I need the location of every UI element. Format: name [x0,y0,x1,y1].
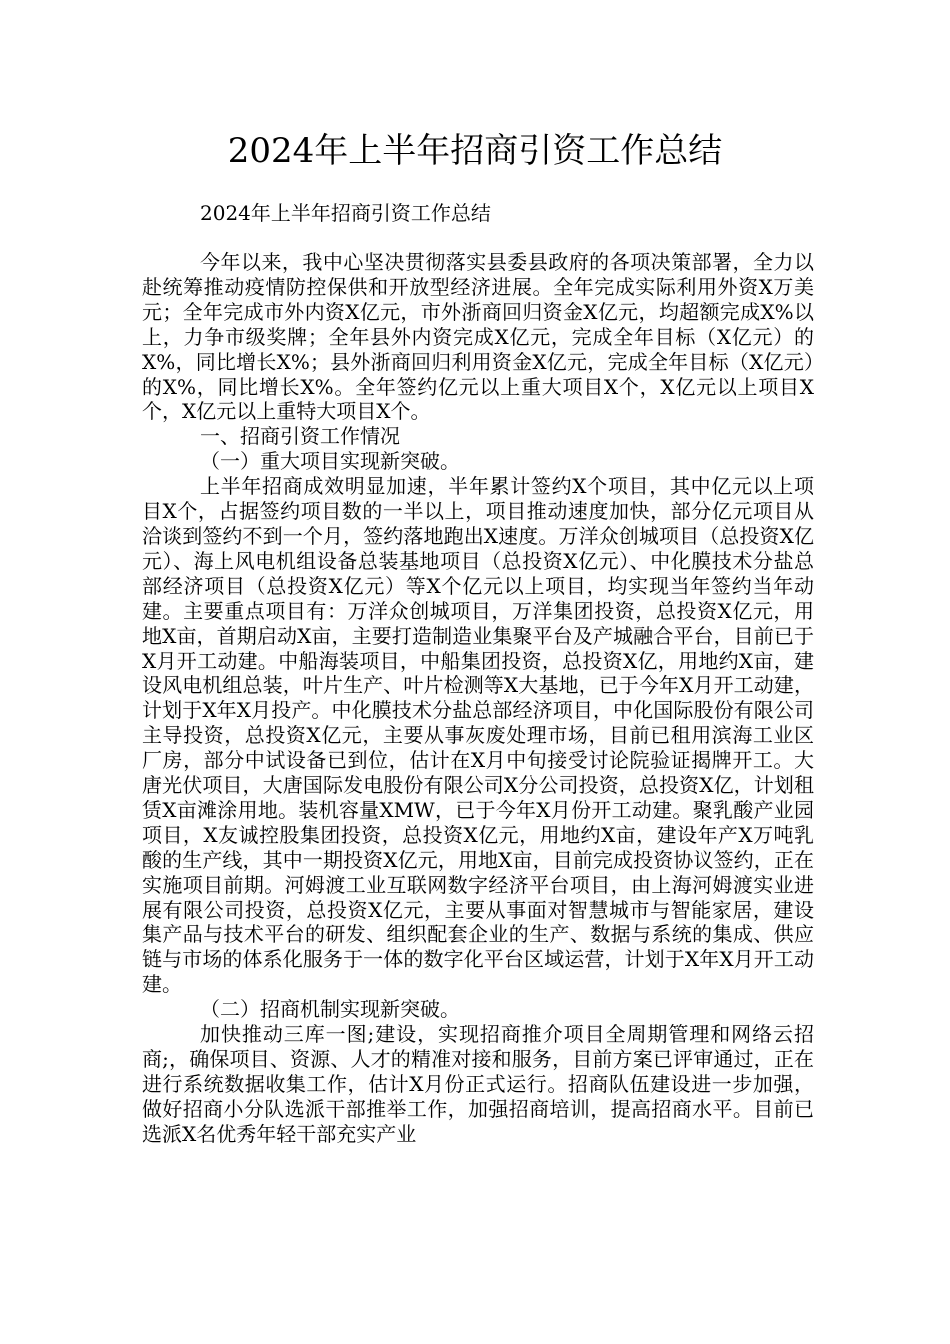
subsection-heading-2: （二）招商机制实现新突破。 [200,997,460,1022]
subsection-heading-1: （一）重大项目实现新突破。 [200,449,460,474]
document-subtitle: 2024年上半年招商引资工作总结 [200,201,491,225]
paragraph-major-projects: 上半年招商成效明显加速，半年累计签约X个项目，其中亿元以上项目X个，占据签约项目数的一半以上，项目推动速度加快，部分亿元项目从洽谈到签约不到一个月，签约落地跑出X速度。万洋众创城项目（总投资X亿元）、海上风电机组设备总装基地项目（总投资X亿元）、中化膜技术分盐总部经济项目（总投资X亿元）等X个亿元以上项目，均实现当年签约当年动建。主要重点项目有：万洋众创城项目，万洋集团投资，总投资X亿元，用地X亩，首期启动X亩，主要打造制造业集聚平台及产城融合平台，目前已于X月开工动建。中船海装项目，中船集团投资，总投资X亿，用地约X亩，建设风电机组总装，叶片生产、叶片检测等X大基地，已于今年X月开工动建，计划于X年X月投产。中化膜技术分盐总部经济项目，中化国际股份有限公司主导投资，总投资X亿元，主要从事灰废处理市场，目前已租用滨海工业区厂房，部分中试设备已到位，估计在X月中旬接受讨论院验证揭牌开工。大唐光伏项目，大唐国际发电股份有限公司X分公司投资，总投资X亿，计划租赁X亩滩涂用地。装机容量XMW，已于今年X月份开工动建。聚乳酸产业园项目，X友诚控股集团投资，总投资X亿元，用地约X亩，建设年产X万吨乳酸的生产线，其中一期投资X亿元，用地X亩，目前完成投资协议签约，正在实施项目前期。河姆渡工业互联网数字经济平台项目，由上海河姆渡实业进展有限公司投资，总投资X亿元，主要从事面对智慧城市与智能家居，建设集产品与技术平台的研发、组织配套企业的生产、数据与系统的集成、供应链与市场的体系化服务于一体的数字化平台区域运营，计划于X年X月开工动建。 [142,474,814,997]
paragraph-intro: 今年以来，我中心坚决贯彻落实县委县政府的各项决策部署，全力以赴统筹推动疫情防控保供和开放型经济进展。全年完成实际利用外资X万美元；全年完成市外内资X亿元，市外浙商回归资金X亿元，均超额完成X%以上，力争市级奖牌；全年县外内资完成X亿元，完成全年目标（X亿元）的X%，同比增长X%；县外浙商回归利用资金X亿元，完成全年目标（X亿元）的X%，同比增长X%。全年签约亿元以上重大项目X个，X亿元以上项目X个，X亿元以上重特大项目X个。 [142,250,814,424]
document-title: 2024年上半年招商引资工作总结 [227,131,723,171]
section-heading-1: 一、招商引资工作情况 [200,424,400,449]
document-body [142,250,814,1147]
paragraph-mechanism: 加快推动三库一图;建设，实现招商推介项目全周期管理和网络云招商;，确保项目、资源、人才的精准对接和服务，目前方案已评审通过，正在进行系统数据收集工作，估计X月份正式运行。招商队伍建设进一步加强，做好招商小分队选派干部推举工作，加强招商培训，提高招商水平。目前已选派X名优秀年轻干部充实产业 [142,1022,814,1146]
